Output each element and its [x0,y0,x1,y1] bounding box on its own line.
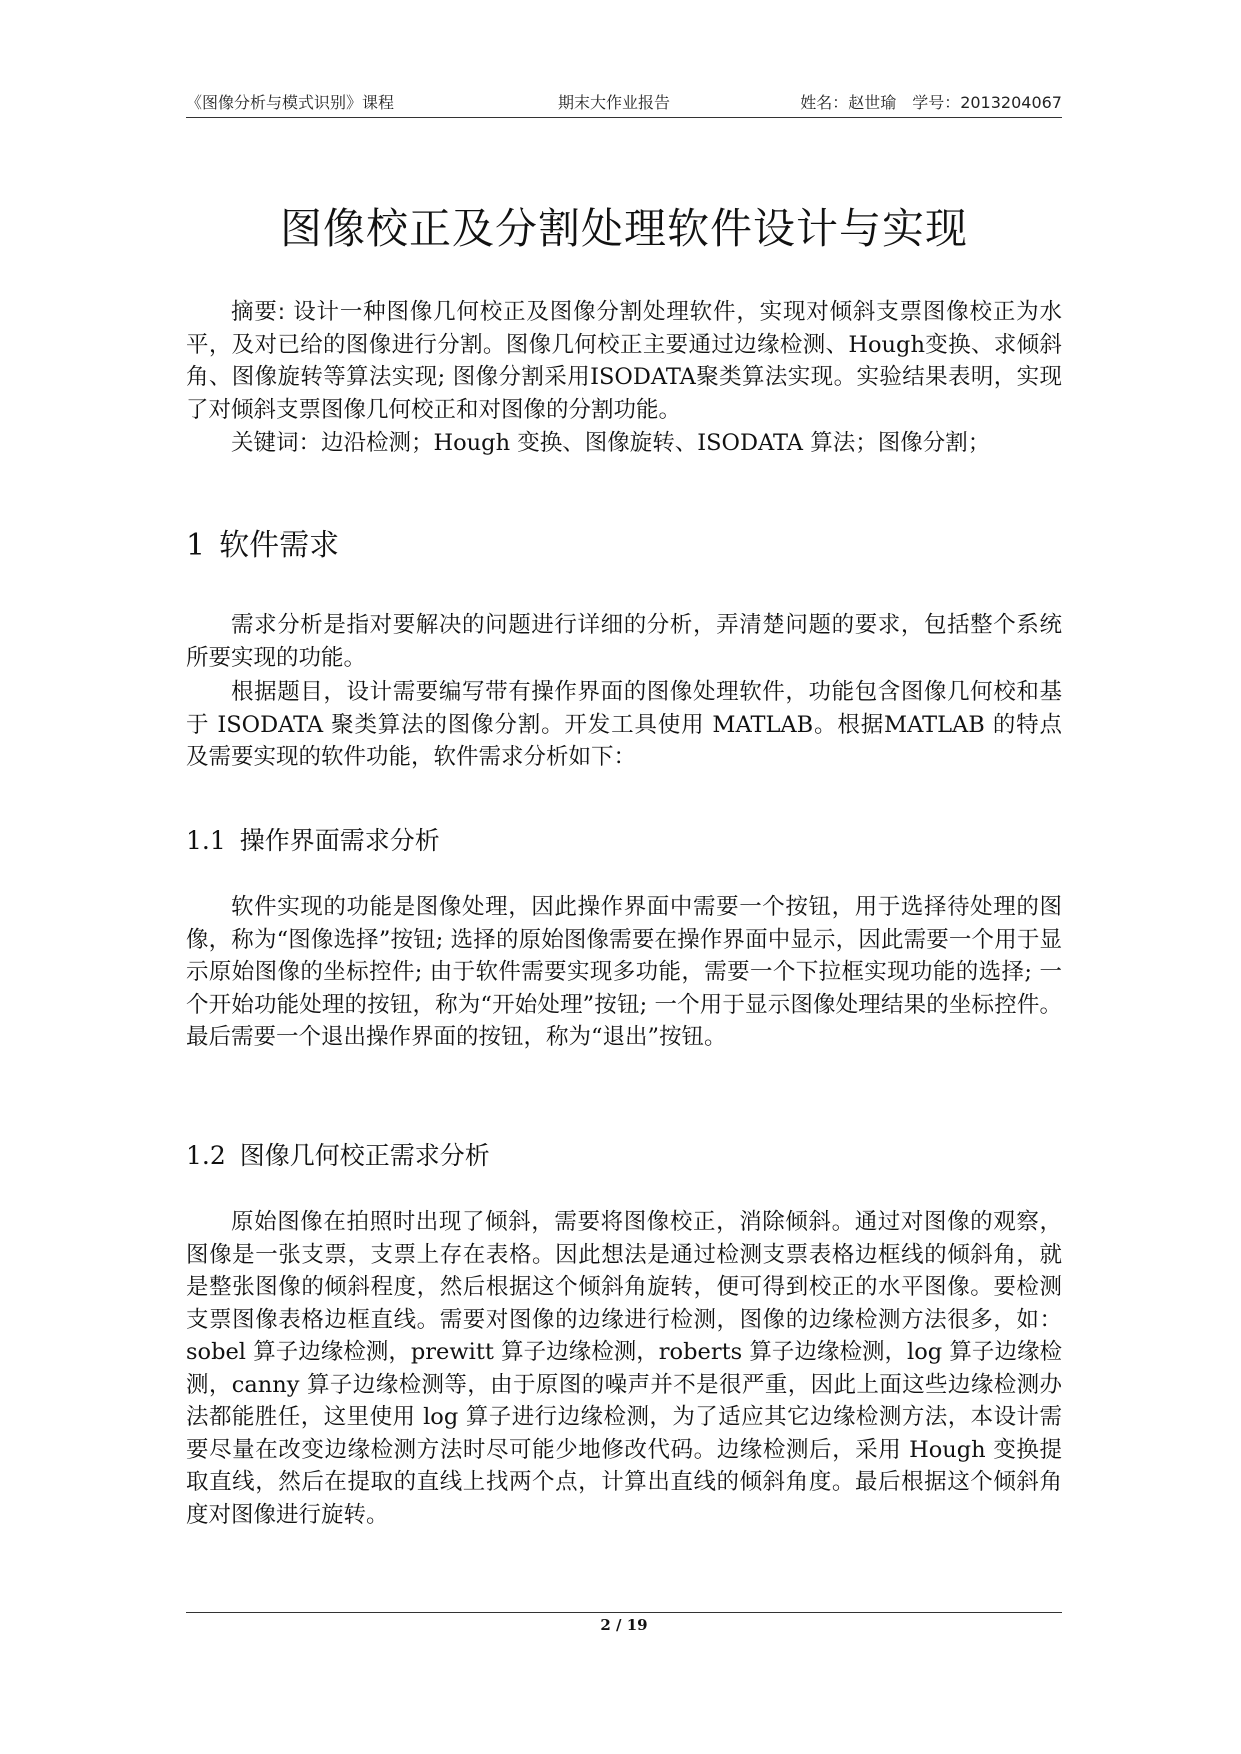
section-number: 1.2 [186,1141,226,1170]
document-title: 图像校正及分割处理软件设计与实现 [279,204,968,253]
keywords-paragraph [186,427,1062,460]
body-paragraph: 软件实现的功能是图像处理，因此操作界面中需要一个按钮，用于选择待处理的图像，称为“图像选择”按钮; 选择的原始图像需要在操作界面中显示，因此需要一个用于显示原始图像的坐标控件; 由于软件需要实现多功能，需要一个下拉框实现功能的选择; 一个开始功能处理的按钮，称为“开始处理”按钮; 一个用于显示图像处理结果的坐标控件。最后需要一个退出操作界面的按钮，称为“退出”按钮。 [186,894,1062,1050]
section-number: 1.1 [186,826,226,855]
abstract-paragraph [186,296,1062,426]
body-paragraph: 原始图像在拍照时出现了倾斜，需要将图像校正，消除倾斜。通过对图像的观察，图像是一张支票，支票上存在表格。因此想法是通过检测支票表格边框线的倾斜角，就是整张图像的倾斜程度，然后根据这个倾斜角旋转，便可得到校正的水平图像。要检测支票图像表格边框直线。需要对图像的边缘进行检测，图像的边缘检测方法很多，如：sobel 算子边缘检测，prewitt 算子边缘检测，roberts 算子边缘检测，log 算子边缘检测，canny 算子边缘检测等，由于原图的噪声并不是很严重，因此上面这些边缘检测办法都能胜任，这里使用 log 算子进行边缘检测，为了适应其它边缘检测方法，本设计需要尽量在改变边缘检测方法时尽可能少地修改代码。边缘检测后，采用 Hough 变换提取直线，然后在提取的直线上找两个点，计算出直线的倾斜角度。最后根据这个倾斜角度对图像进行旋转。 [186,1209,1062,1528]
section-heading-1-1 [186,821,440,857]
section-number: 1 [186,528,206,563]
page-number: 2 / 19 [600,1616,648,1634]
header-rule [186,117,1062,118]
body-paragraph: 根据题目，设计需要编写带有操作界面的图像处理软件，功能包含图像几何校和基于 ISODATA 聚类算法的图像分割。开发工具使用 MATLAB。根据MATLAB 的特点及需要实现的软件功能，软件需求分析如下： [186,679,1062,770]
abstract-text: 设计一种图像几何校正及图像分割处理软件，实现对倾斜支票图像校正为水平，及对已给的图像进行分割。图像几何校正主要通过边缘检测、Hough变换、求倾斜角、图像旋转等算法实现; 图像分割采用ISODATA聚类算法实现。实验结果表明，实现了对倾斜支票图像几何校正和对图像的分割功能。 [186,299,1062,423]
section-heading-1-2 [186,1136,490,1172]
section-title: 软件需求 [219,528,340,563]
section-title: 图像几何校正需求分析 [239,1141,490,1170]
header-report-type: 期末大作业报告 [558,93,671,112]
keywords-label: 关键词： [231,430,322,456]
body-paragraph: 需求分析是指对要解决的问题进行详细的分析，弄清楚问题的要求，包括整个系统所要实现的功能。 [186,612,1062,671]
header-author-info: 姓名：赵世瑜 学号：2013204067 [800,93,1062,112]
section-title: 操作界面需求分析 [239,826,440,855]
section-heading-1 [186,520,339,564]
header-course: 《图像分析与模式识别》课程 [186,93,395,112]
abstract-label: 摘要: [231,299,286,325]
footer-rule [186,1612,1062,1613]
running-header [186,86,1062,116]
keywords-text: 边沿检测；Hough 变换、图像旋转、ISODATA 算法；图像分割； [321,430,991,456]
